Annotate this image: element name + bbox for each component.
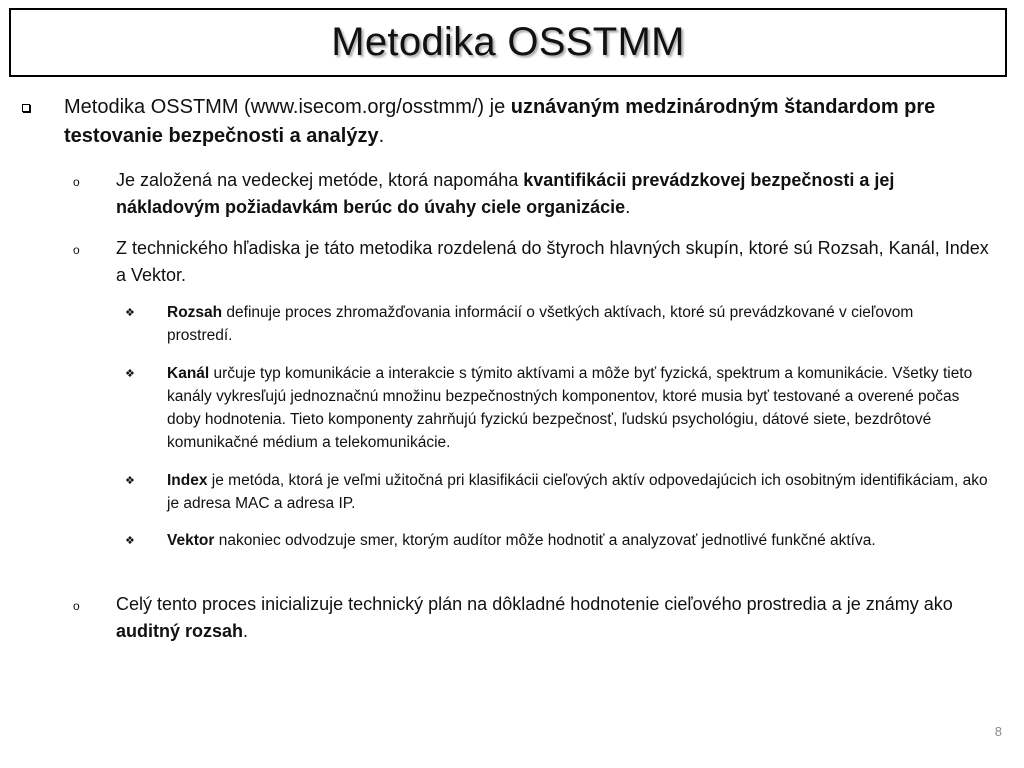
text-normal: je metóda, ktorá je veľmi užitočná pri klasifikácii cieľových aktív odpovedajúcich ich osobitným identifikáciam, ako je adresa MAC a adresa IP. — [167, 472, 988, 512]
bullet-process — [0, 591, 1010, 645]
text-bold: Vektor — [167, 532, 215, 549]
bullet-rozsah-text — [167, 301, 957, 347]
bullet-main-text — [64, 93, 944, 151]
bullet-foundation-text — [116, 167, 1001, 221]
bullet-vektor-text — [167, 529, 967, 552]
text-normal: definuje proces zhromažďovania informácií o všetkých aktívach, ktoré sú prevádzkované v cieľovom prostredí. — [167, 304, 914, 344]
circle-bullet-icon: o — [73, 599, 80, 613]
text-bold: Kanál — [167, 365, 210, 382]
text-bold: auditný rozsah — [116, 621, 244, 641]
text-normal: Je založená na vedeckej metóde, ktorá napomáha — [116, 170, 524, 190]
bullet-technical-text: Z technického hľadiska je táto metodika rozdelená do štyroch hlavných skupín, ktoré sú Rozsah, Kanál, Index a Vektor. — [116, 238, 989, 285]
diamond-bullet-icon: ❖ — [125, 368, 135, 380]
diamond-bullet-icon: ❖ — [125, 535, 135, 547]
bullet-index — [0, 469, 1000, 515]
text-normal: Metodika OSSTMM (www.isecom.org/osstmm/) je — [64, 96, 511, 118]
text-normal: Celý tento proces inicializuje technický plán na dôkladné hodnotenie cieľového prostredia a je známy ako — [116, 594, 953, 614]
text-end: . — [625, 197, 631, 217]
page-number: 8 — [994, 724, 1002, 739]
text-bold: Index — [167, 472, 208, 489]
bullet-foundation — [0, 167, 1010, 221]
text-normal: nakoniec odvodzuje smer, ktorým audítor môže hodnotiť a analyzovať jednotlivé funkčné aktíva. — [214, 532, 876, 549]
title-box — [9, 8, 1007, 77]
bullet-vektor — [0, 529, 1000, 552]
bullet-kanal-text — [167, 362, 992, 454]
text-bold: uznávaným medzinárodným štandardom pre testovanie bezpečnosti a analýzy — [64, 96, 936, 147]
square-bullet-icon — [22, 104, 30, 112]
bullet-technical — [0, 235, 1010, 289]
diamond-bullet-icon: ❖ — [125, 307, 135, 319]
circle-bullet-icon: o — [73, 175, 80, 189]
slide-title: Metodika OSSTMM — [331, 20, 685, 64]
circle-bullet-icon: o — [73, 243, 80, 257]
text-bold: kvantifikácii prevádzkovej bezpečnosti a jej nákladovým požiadavkám berúc do úvahy ciele organizácie — [116, 170, 895, 217]
diamond-bullet-icon: ❖ — [125, 475, 135, 487]
bullet-index-text — [167, 469, 992, 515]
text-normal: určuje typ komunikácie a interakcie s týmito aktívami a môže byť fyzická, spektrum a komunikácie. Všetky tieto kanály vykresľujú jednoznačnú množinu bezpečnostných komponentov, ktoré musia byť testované a overené počas doby hodnotenia. Tieto komponenty zahrňujú fyzickú bezpečnosť, ľudskú psychológiu, dátové siete, bezdrôtové komunikačné médium a telekomunikácie. — [167, 365, 973, 451]
text-end: . — [378, 125, 385, 147]
text-end: . — [243, 621, 249, 641]
text-bold: Rozsah — [167, 304, 223, 321]
bullet-rozsah — [0, 301, 1000, 347]
bullet-kanal — [0, 362, 1000, 454]
bullet-process-text — [116, 591, 991, 645]
bullet-main — [0, 93, 1000, 151]
